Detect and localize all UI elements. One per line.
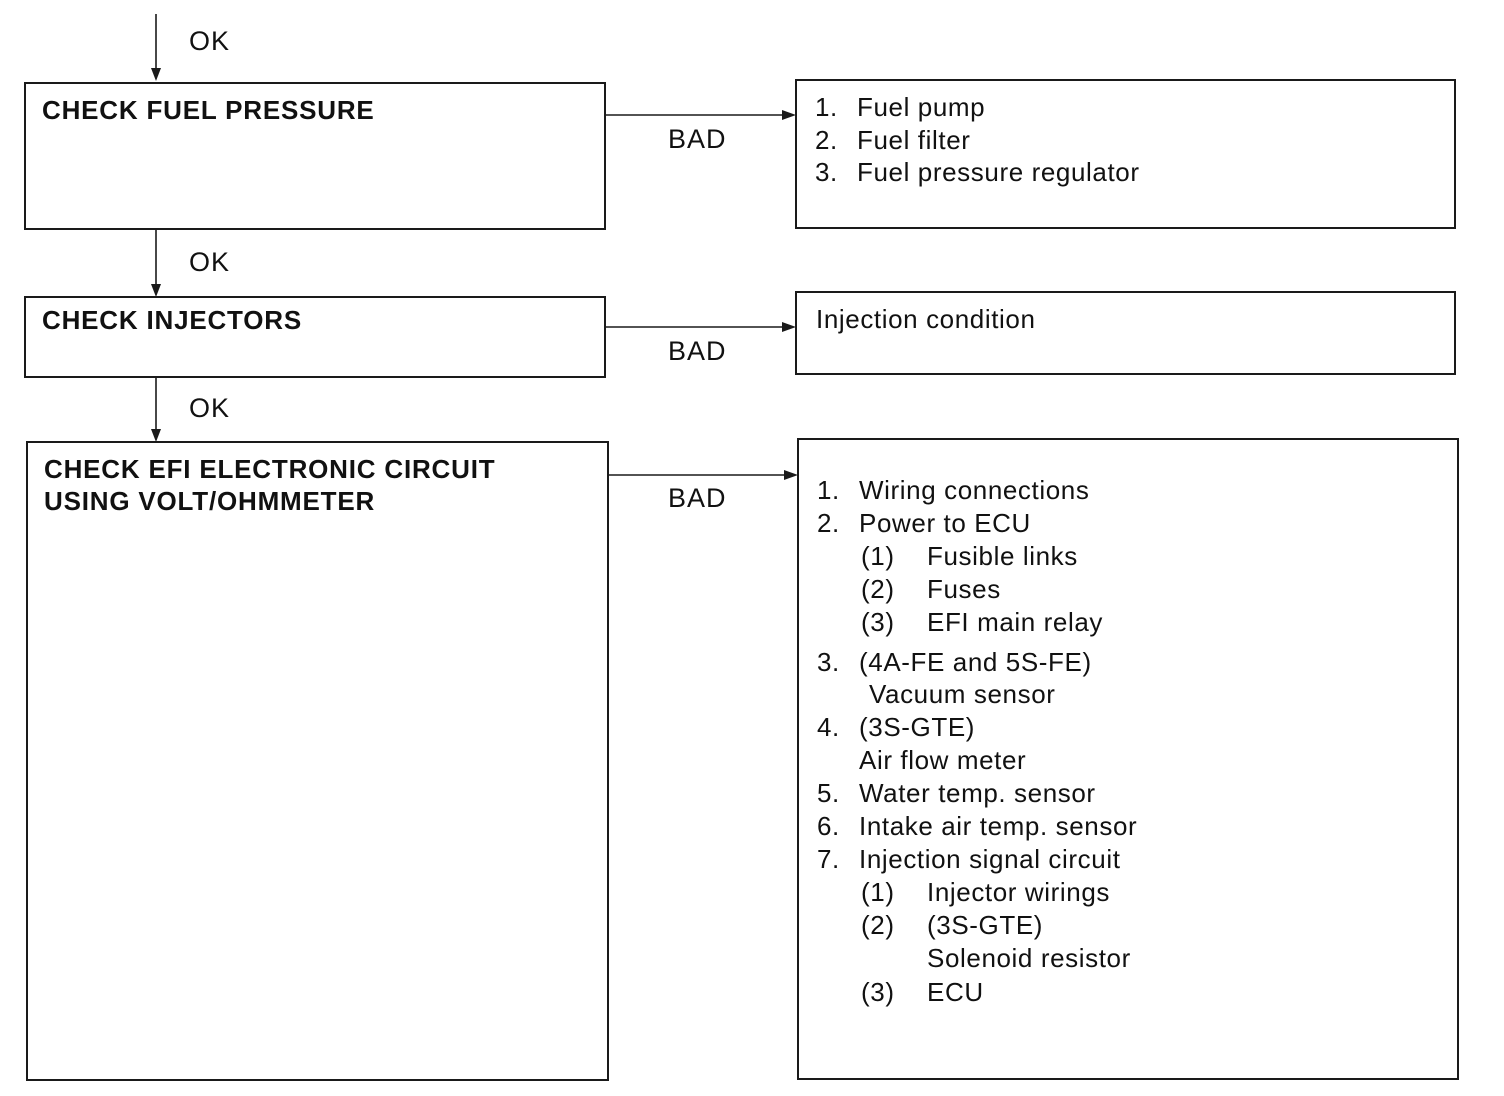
bad-label-3: BAD bbox=[668, 483, 727, 513]
check-fuel-pressure-title: CHECK FUEL PRESSURE bbox=[42, 95, 375, 125]
ok-label-top: OK bbox=[189, 26, 231, 56]
injection-condition-text: Injection condition bbox=[816, 304, 1036, 334]
check-efi-circuit-title: CHECK EFI ELECTRONIC CIRCUIT USING VOLT/OHMMETER bbox=[44, 454, 496, 516]
check-fuel-pressure-box bbox=[24, 82, 606, 230]
ok-arrowhead-top bbox=[151, 68, 161, 81]
fuel-pressure-causes-box: 1. Fuel pump 2. Fuel filter 3. Fuel pressure regulator bbox=[795, 79, 1456, 229]
ok-label-2: OK bbox=[189, 393, 231, 423]
bad-arrowhead-3 bbox=[784, 470, 798, 480]
injector-causes-box bbox=[795, 291, 1456, 375]
check-injectors-title: CHECK INJECTORS bbox=[42, 305, 303, 335]
efi-circuit-causes-box: 1. Wiring connections 2. Power to ECU (1) Fusible links (2) Fuses (3) EFI main relay 3. (4A-FE and 5S-FE) Vacuum sensor 4. (3S-GTE) Air flow meter 5. Water temp. sensor 6. Intake air temp. sensor 7. Injection signal circuit (1) Injector wirings (2) (3S-GTE) Solenoid resistor (3) ECU bbox=[797, 438, 1459, 1080]
bad-arrowhead-1 bbox=[782, 110, 796, 120]
check-injectors-box bbox=[24, 296, 606, 378]
bad-label-1: BAD bbox=[668, 124, 727, 154]
bad-label-2: BAD bbox=[668, 336, 727, 366]
check-efi-circuit-box bbox=[26, 441, 609, 1081]
bad-arrowhead-2 bbox=[782, 322, 796, 332]
ok-label-1: OK bbox=[189, 247, 231, 277]
